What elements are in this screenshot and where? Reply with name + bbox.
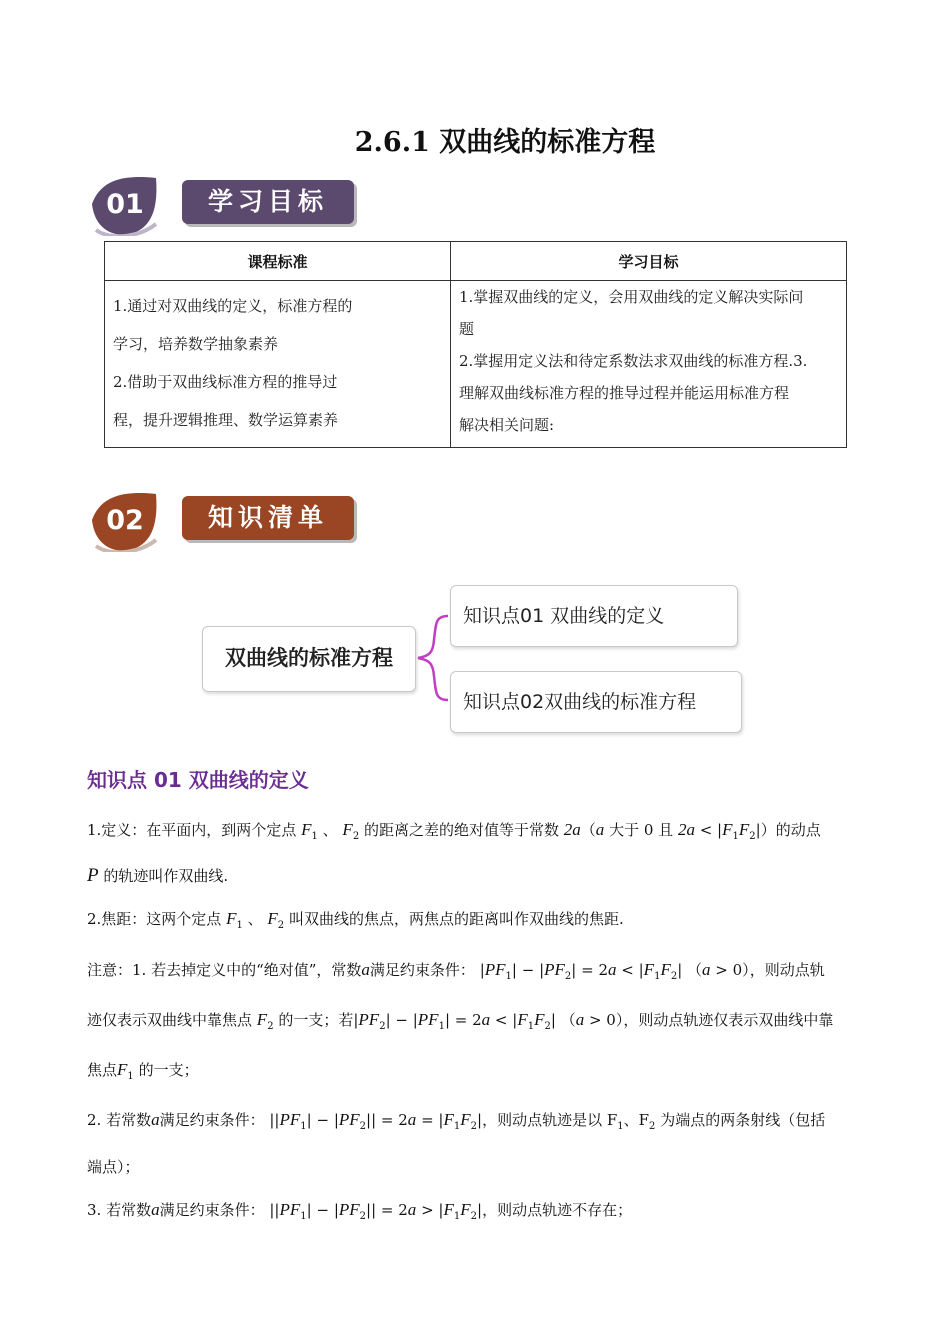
text: 的一支；若 — [278, 1011, 354, 1029]
learning-goal-cell — [451, 281, 847, 448]
text: 迹仅表示双曲线中靠焦点 — [87, 1011, 253, 1029]
badge-number: 02 — [106, 505, 144, 536]
text: 大于 0 且 — [609, 821, 674, 839]
text: 焦点 — [87, 1061, 118, 1079]
standard-line: 程，提升逻辑推理、数学运算素养 — [113, 411, 339, 429]
note-3-line: 3. 若常数a满足约束条件： $||PF_1| - |PF_2|| = 2a > |F_1F_2|$，则动点轨迹不存在； — [87, 1200, 633, 1222]
text: 注意：1. 若去掉定义中的“绝对值”，常数 — [87, 961, 362, 979]
brace-connector-icon — [414, 600, 454, 716]
goal-line: 2.掌握用定义法和待定系数法求双曲线的标准方程.3. — [459, 352, 808, 370]
standards-table — [104, 241, 847, 448]
text: ，则动点轨 — [749, 961, 825, 979]
focal-distance-line: 2.焦距：这两个定点 $F_1$ 、 $F_2$ 叫双曲线的焦点，两焦点的距离叫作双曲线的焦距. — [87, 909, 624, 931]
text: 叫双曲线的焦点，两焦点的距离叫作双曲线的焦距. — [288, 910, 624, 928]
text: 的轨迹叫作双曲线. — [103, 867, 229, 885]
standard-line: 1.通过对双曲线的定义，标准方程的 — [113, 297, 353, 315]
definition-line-1: 1.定义：在平面内，到两个定点 $F_1$ 、 $F_2$ 的距离之差的绝对值等于常数 2a（a 大于 0 且 $2a < |F_1F_2|$）的动点 — [87, 820, 821, 842]
goal-line: 1.掌握双曲线的定义，会用双曲线的定义解决实际问 — [459, 288, 804, 306]
goal-line: 题 — [459, 320, 475, 338]
note-2-line-2 — [87, 1155, 140, 1179]
text: 满足约束条件： — [369, 961, 475, 979]
page-title: 2.6.1 双曲线的标准方程 — [354, 127, 656, 158]
text: ，则动点轨迹仅表示双曲线中靠 — [623, 1011, 834, 1029]
definition-line-2: P 的轨迹叫作双曲线. — [87, 865, 229, 886]
mindmap-root: 双曲线的标准方程 — [202, 626, 416, 692]
standard-line: 2.借助于双曲线标准方程的推导过 — [113, 373, 338, 391]
text: 的一支； — [138, 1061, 199, 1079]
table-header-course-standard: 课程标准 — [105, 242, 451, 281]
text: 的距离之差的绝对值等于常数 — [363, 821, 559, 839]
standard-line: 学习，培养数学抽象素养 — [113, 335, 279, 353]
badge-number: 01 — [106, 189, 144, 220]
text: ，则动点轨迹是以 F — [482, 1111, 618, 1129]
section-badge-02 — [90, 490, 160, 552]
note-line-1: 注意：1. 若去掉定义中的“绝对值”，常数a满足约束条件： $|PF_1| - |PF_2| = 2a < |F_1F_2|$ （a > 0），则动点轨 — [87, 960, 825, 982]
course-standard-cell — [105, 281, 451, 448]
text: 2. 若常数 — [87, 1111, 152, 1129]
note-line-2: 迹仅表示双曲线中靠焦点 $F_2$ 的一支；若$|PF_2| - |PF_1| = 2a < |F_1F_2|$ （a > 0），则动点轨迹仅表示双曲线中靠 — [87, 1010, 834, 1032]
kp01-heading: 知识点 01 双曲线的定义 — [87, 768, 309, 792]
text: 满足约束条件： — [159, 1111, 265, 1129]
text: 端点）； — [87, 1158, 140, 1176]
text: 为端点的两条射线（包括 — [660, 1111, 826, 1129]
note-2-line-1: 2. 若常数a满足约束条件： $||PF_1| - |PF_2|| = 2a = |F_1F_2|$，则动点轨迹是以 $F_1$、$F_2$ 为端点的两条射线（包括 — [87, 1110, 826, 1132]
table-header-learning-goal: 学习目标 — [451, 242, 847, 281]
text: ）的动点 — [760, 821, 821, 839]
mindmap-child-kp01: 知识点01 双曲线的定义 — [450, 585, 738, 647]
text: 满足约束条件： — [159, 1201, 265, 1219]
section-badge-01 — [90, 174, 160, 236]
text: 1.定义：在平面内，到两个定点 — [87, 821, 297, 839]
text: 3. 若常数 — [87, 1201, 152, 1219]
goal-line: 解决相关问题: — [459, 416, 555, 434]
banner-knowledge-list: 知识清单 — [182, 496, 354, 540]
banner-learning-goals: 学习目标 — [182, 180, 354, 224]
mindmap-child-kp02: 知识点02双曲线的标准方程 — [450, 671, 742, 733]
note-line-3: 焦点$F_1$ 的一支； — [87, 1060, 199, 1082]
text: 2.焦距：这两个定点 — [87, 910, 222, 928]
text: ，则动点轨迹不存在； — [482, 1201, 633, 1219]
goal-line: 理解双曲线标准方程的推导过程并能运用标准方程 — [459, 384, 790, 402]
